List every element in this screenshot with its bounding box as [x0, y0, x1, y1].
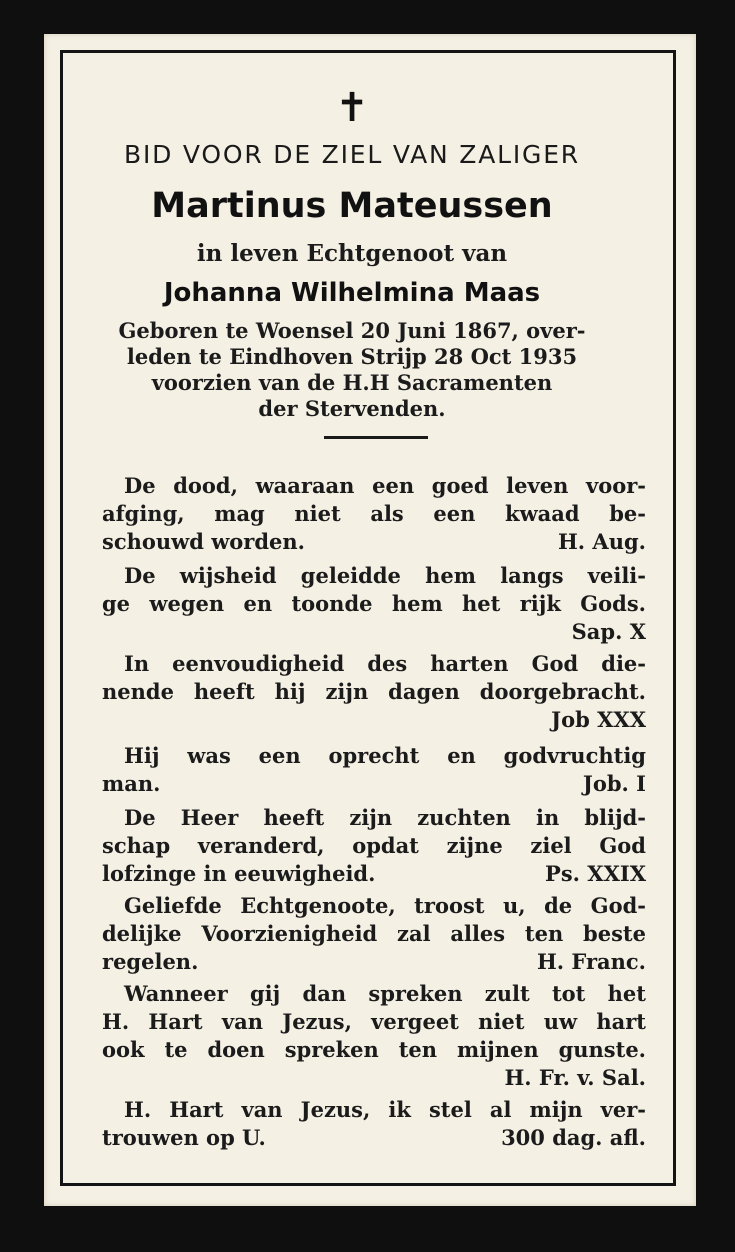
spouse-intro: in leven Echtgenoot van [196, 240, 508, 267]
birth-line: Geboren te Woensel 20 Juni 1867, over- [118, 318, 586, 343]
quote-line: De Heer heeft zijn zuchten in blijd- [124, 805, 646, 830]
quote-last-line [102, 1124, 646, 1152]
quote-line: H. Hart van Jezus, vergeet niet uw hart [102, 1009, 646, 1034]
quote-source: H. Fr. v. Sal. [504, 1065, 646, 1090]
quote-block [102, 980, 646, 1092]
quote-line: delijke Voorzienigheid zal alles ten beste [102, 921, 646, 946]
quote-block [102, 650, 646, 734]
quote-last-line [102, 860, 646, 888]
deceased-name: Martinus Mateussen [151, 186, 553, 226]
prayer-heading: BID VOOR DE ZIEL VAN ZALIGER [124, 140, 580, 169]
quote-line: schouwd worden. [102, 529, 305, 554]
quote-source: Job XXX [551, 707, 646, 732]
quote-last-line [102, 948, 646, 976]
quote-line: nende heeft hij zijn dagen doorgebracht. [102, 679, 646, 704]
quote-line: man. [102, 771, 161, 796]
quote-source: 300 dag. afl. [501, 1125, 646, 1150]
birth-death-text [56, 318, 648, 422]
quote-line: H. Hart van Jezus, ik stel al mijn ver- [124, 1097, 646, 1122]
quote-block [102, 1096, 646, 1152]
quote-line: ge wegen en toonde hem het rijk Gods. [102, 591, 646, 616]
birth-line: voorzien van de H.H Sacramenten [151, 370, 553, 395]
quote-line: Hij was een oprecht en godvruchtig [124, 743, 646, 768]
cross-icon: ✝ [335, 85, 369, 131]
quote-line: De dood, waaraan een goed leven voor- [124, 473, 646, 498]
quote-source: Ps. XXIX [545, 861, 646, 886]
quote-line: regelen. [102, 949, 199, 974]
quote-source: H. Franc. [536, 949, 646, 974]
quote-block [102, 562, 646, 646]
quote-source: Job. I [582, 771, 646, 796]
quote-source: H. Aug. [557, 529, 646, 554]
quote-block [102, 472, 646, 556]
quote-block [102, 742, 646, 798]
quote-last-line [102, 528, 646, 556]
quote-line: De wijsheid geleidde hem langs veili- [124, 563, 646, 588]
quote-block [102, 892, 646, 976]
quote-block [102, 804, 646, 888]
quote-line: Wanneer gij dan spreken zult tot het [124, 981, 646, 1006]
quote-last-line [102, 770, 646, 798]
quote-line: ook te doen spreken ten mijnen gunste. [102, 1037, 646, 1062]
quote-line: afging, mag niet als een kwaad be- [102, 501, 646, 526]
birth-line: der Stervenden. [258, 396, 446, 421]
quote-line: trouwen op U. [102, 1125, 266, 1150]
spouse-name: Johanna Wilhelmina Maas [163, 278, 541, 308]
quote-line: lofzinge in eeuwigheid. [102, 861, 376, 886]
divider [324, 436, 428, 439]
quote-line: schap veranderd, opdat zijne ziel God [102, 833, 646, 858]
birth-line: leden te Eindhoven Strijp 28 Oct 1935 [126, 344, 578, 369]
quote-line: In eenvoudigheid des harten God die- [124, 651, 646, 676]
quote-source: Sap. X [571, 619, 646, 644]
quote-line: Geliefde Echtgenoote, troost u, de God- [124, 893, 646, 918]
